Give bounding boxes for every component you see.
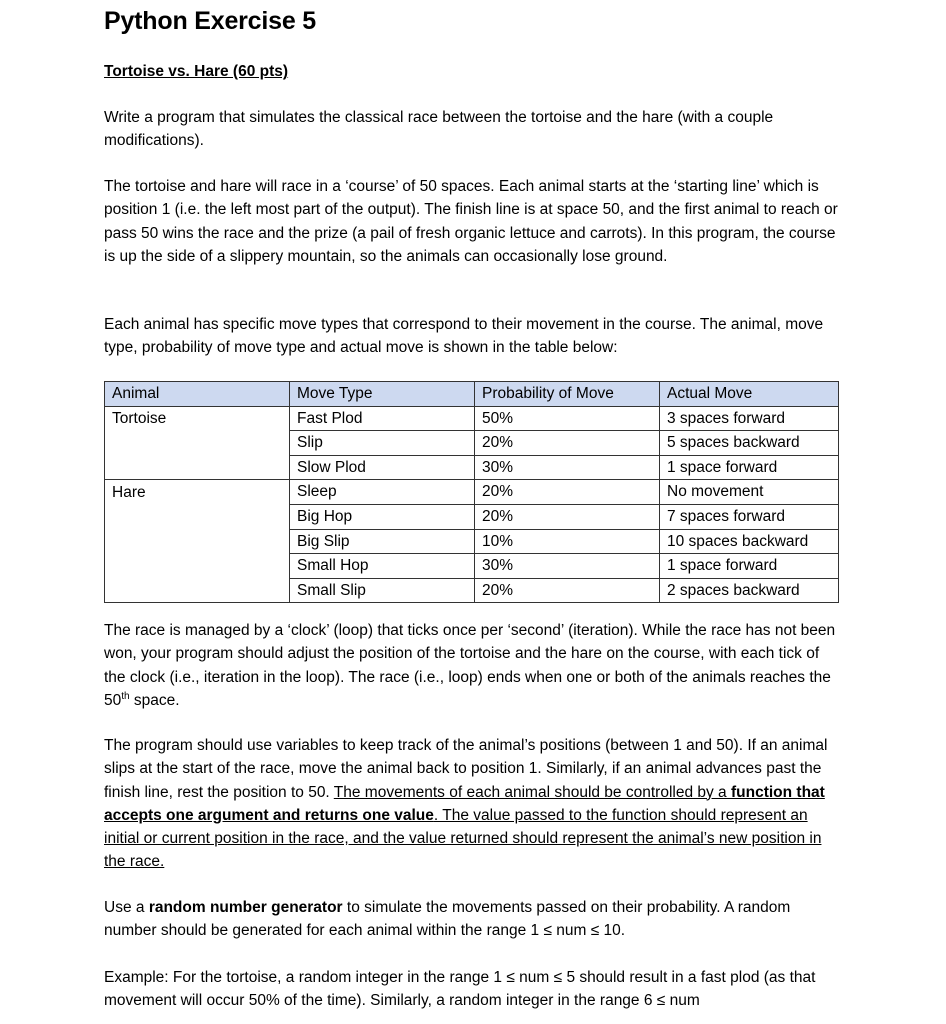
moves-table	[104, 381, 839, 603]
table-row	[105, 455, 839, 480]
header-probability: Probability of Move	[475, 382, 660, 407]
cell-actual-move: 2 spaces backward	[660, 578, 839, 603]
moves-intro-paragraph: Each animal has specific move types that correspond to their movement in the course. The animal, move type, probability of move type and actual move is shown in the table below:	[104, 316, 824, 357]
cell-actual-move: 3 spaces forward	[660, 406, 839, 431]
cell-actual-move: 7 spaces forward	[660, 504, 839, 529]
cell-animal	[105, 455, 290, 480]
positions-text: The program should use variables to keep track of the animal’s positions (between 1 and 50). If an animal slips at the start of the race, move the animal back to position 1. Similarly, if an animal advances past the finish line, rest the position to 50.	[104, 737, 828, 801]
cell-probability: 30%	[475, 554, 660, 579]
cell-move-type: Fast Plod	[290, 406, 475, 431]
header-move-type: Move Type	[290, 382, 475, 407]
cell-animal	[105, 431, 290, 456]
cell-animal: Hare	[105, 480, 290, 505]
random-bold: random number generator	[148, 899, 343, 916]
course-paragraph: The tortoise and hare will race in a ‘course’ of 50 spaces. Each animal starts at the ‘starting line’ which is position 1 (i.e. the left most part of the output). The finish line is at space 50, and the first animal to reach or pass 50 wins the race and the prize (a pail of fresh organic lettuce and carrots). In this program, the course is up the side of a slippery mountain, so the animals can occasionally lose ground.	[104, 178, 838, 265]
ordinal-suffix: th	[121, 690, 130, 702]
table-row	[105, 578, 839, 603]
header-actual-move: Actual Move	[660, 382, 839, 407]
cell-move-type: Small Hop	[290, 554, 475, 579]
cell-move-type: Big Slip	[290, 529, 475, 554]
table-row	[105, 480, 839, 505]
header-animal: Animal	[105, 382, 290, 407]
table-row	[105, 554, 839, 579]
function-requirement-detail: . The value passed to the function should represent an initial or current position in the race, and the value returned should represent the animal’s new position in the race.	[104, 806, 822, 871]
cell-animal	[105, 504, 290, 529]
cell-actual-move: 1 space forward	[660, 554, 839, 579]
table-row	[105, 504, 839, 529]
cell-probability: 20%	[475, 504, 660, 529]
table-row	[105, 529, 839, 554]
cell-move-type: Slow Plod	[290, 455, 475, 480]
cell-animal	[105, 578, 290, 603]
cell-actual-move: 1 space forward	[660, 455, 839, 480]
table-row	[105, 406, 839, 431]
cell-probability: 10%	[475, 529, 660, 554]
cell-actual-move: 5 spaces backward	[660, 431, 839, 456]
cell-actual-move: 10 spaces backward	[660, 529, 839, 554]
cell-probability: 30%	[475, 455, 660, 480]
cell-actual-move: No movement	[660, 480, 839, 505]
table-header-row	[105, 382, 839, 407]
clock-end: space.	[129, 691, 180, 709]
section-heading: Tortoise vs. Hare (60 pts)	[104, 63, 289, 80]
cell-animal	[105, 529, 290, 554]
cell-probability: 50%	[475, 406, 660, 431]
cell-animal	[105, 554, 290, 579]
random-paragraph	[104, 896, 840, 943]
cell-probability: 20%	[475, 480, 660, 505]
random-post: to simulate the movements passed on their probability. A random number should be generated for each animal within the range 1 ≤ num ≤ 10.	[104, 899, 791, 940]
page-title: Python Exercise 5	[104, 7, 316, 35]
cell-probability: 20%	[475, 431, 660, 456]
clock-paragraph	[104, 619, 840, 712]
random-pre: Use a	[104, 899, 149, 916]
example-paragraph: Example: For the tortoise, a random integer in the range 1 ≤ num ≤ 5 should result in a fast plod (as that movement will occur 50% of the time). Similarly, a random integer in the range 6 ≤ num	[104, 969, 816, 1010]
intro-paragraph: Write a program that simulates the classical race between the tortoise and the hare (with a couple modifications).	[104, 109, 774, 150]
cell-move-type: Sleep	[290, 480, 475, 505]
cell-move-type: Big Hop	[290, 504, 475, 529]
cell-move-type: Slip	[290, 431, 475, 456]
clock-text: The race is managed by a ‘clock’ (loop) that ticks once per ‘second’ (iteration). While the race has not been won, your program should adjust the position of the tortoise and the hare on the course, with each tick of the clock (i.e., iteration in the loop). The race (i.e., loop) ends when one or both of the animals reaches the 50	[104, 622, 836, 709]
cell-probability: 20%	[475, 578, 660, 603]
table-row	[105, 431, 839, 456]
cell-animal: Tortoise	[105, 406, 290, 431]
cell-move-type: Small Slip	[290, 578, 475, 603]
positions-paragraph	[104, 734, 840, 874]
function-requirement-underlined: The movements of each animal should be controlled by a	[333, 783, 731, 801]
function-requirement-bold: function that accepts one argument and returns one value	[104, 783, 825, 824]
